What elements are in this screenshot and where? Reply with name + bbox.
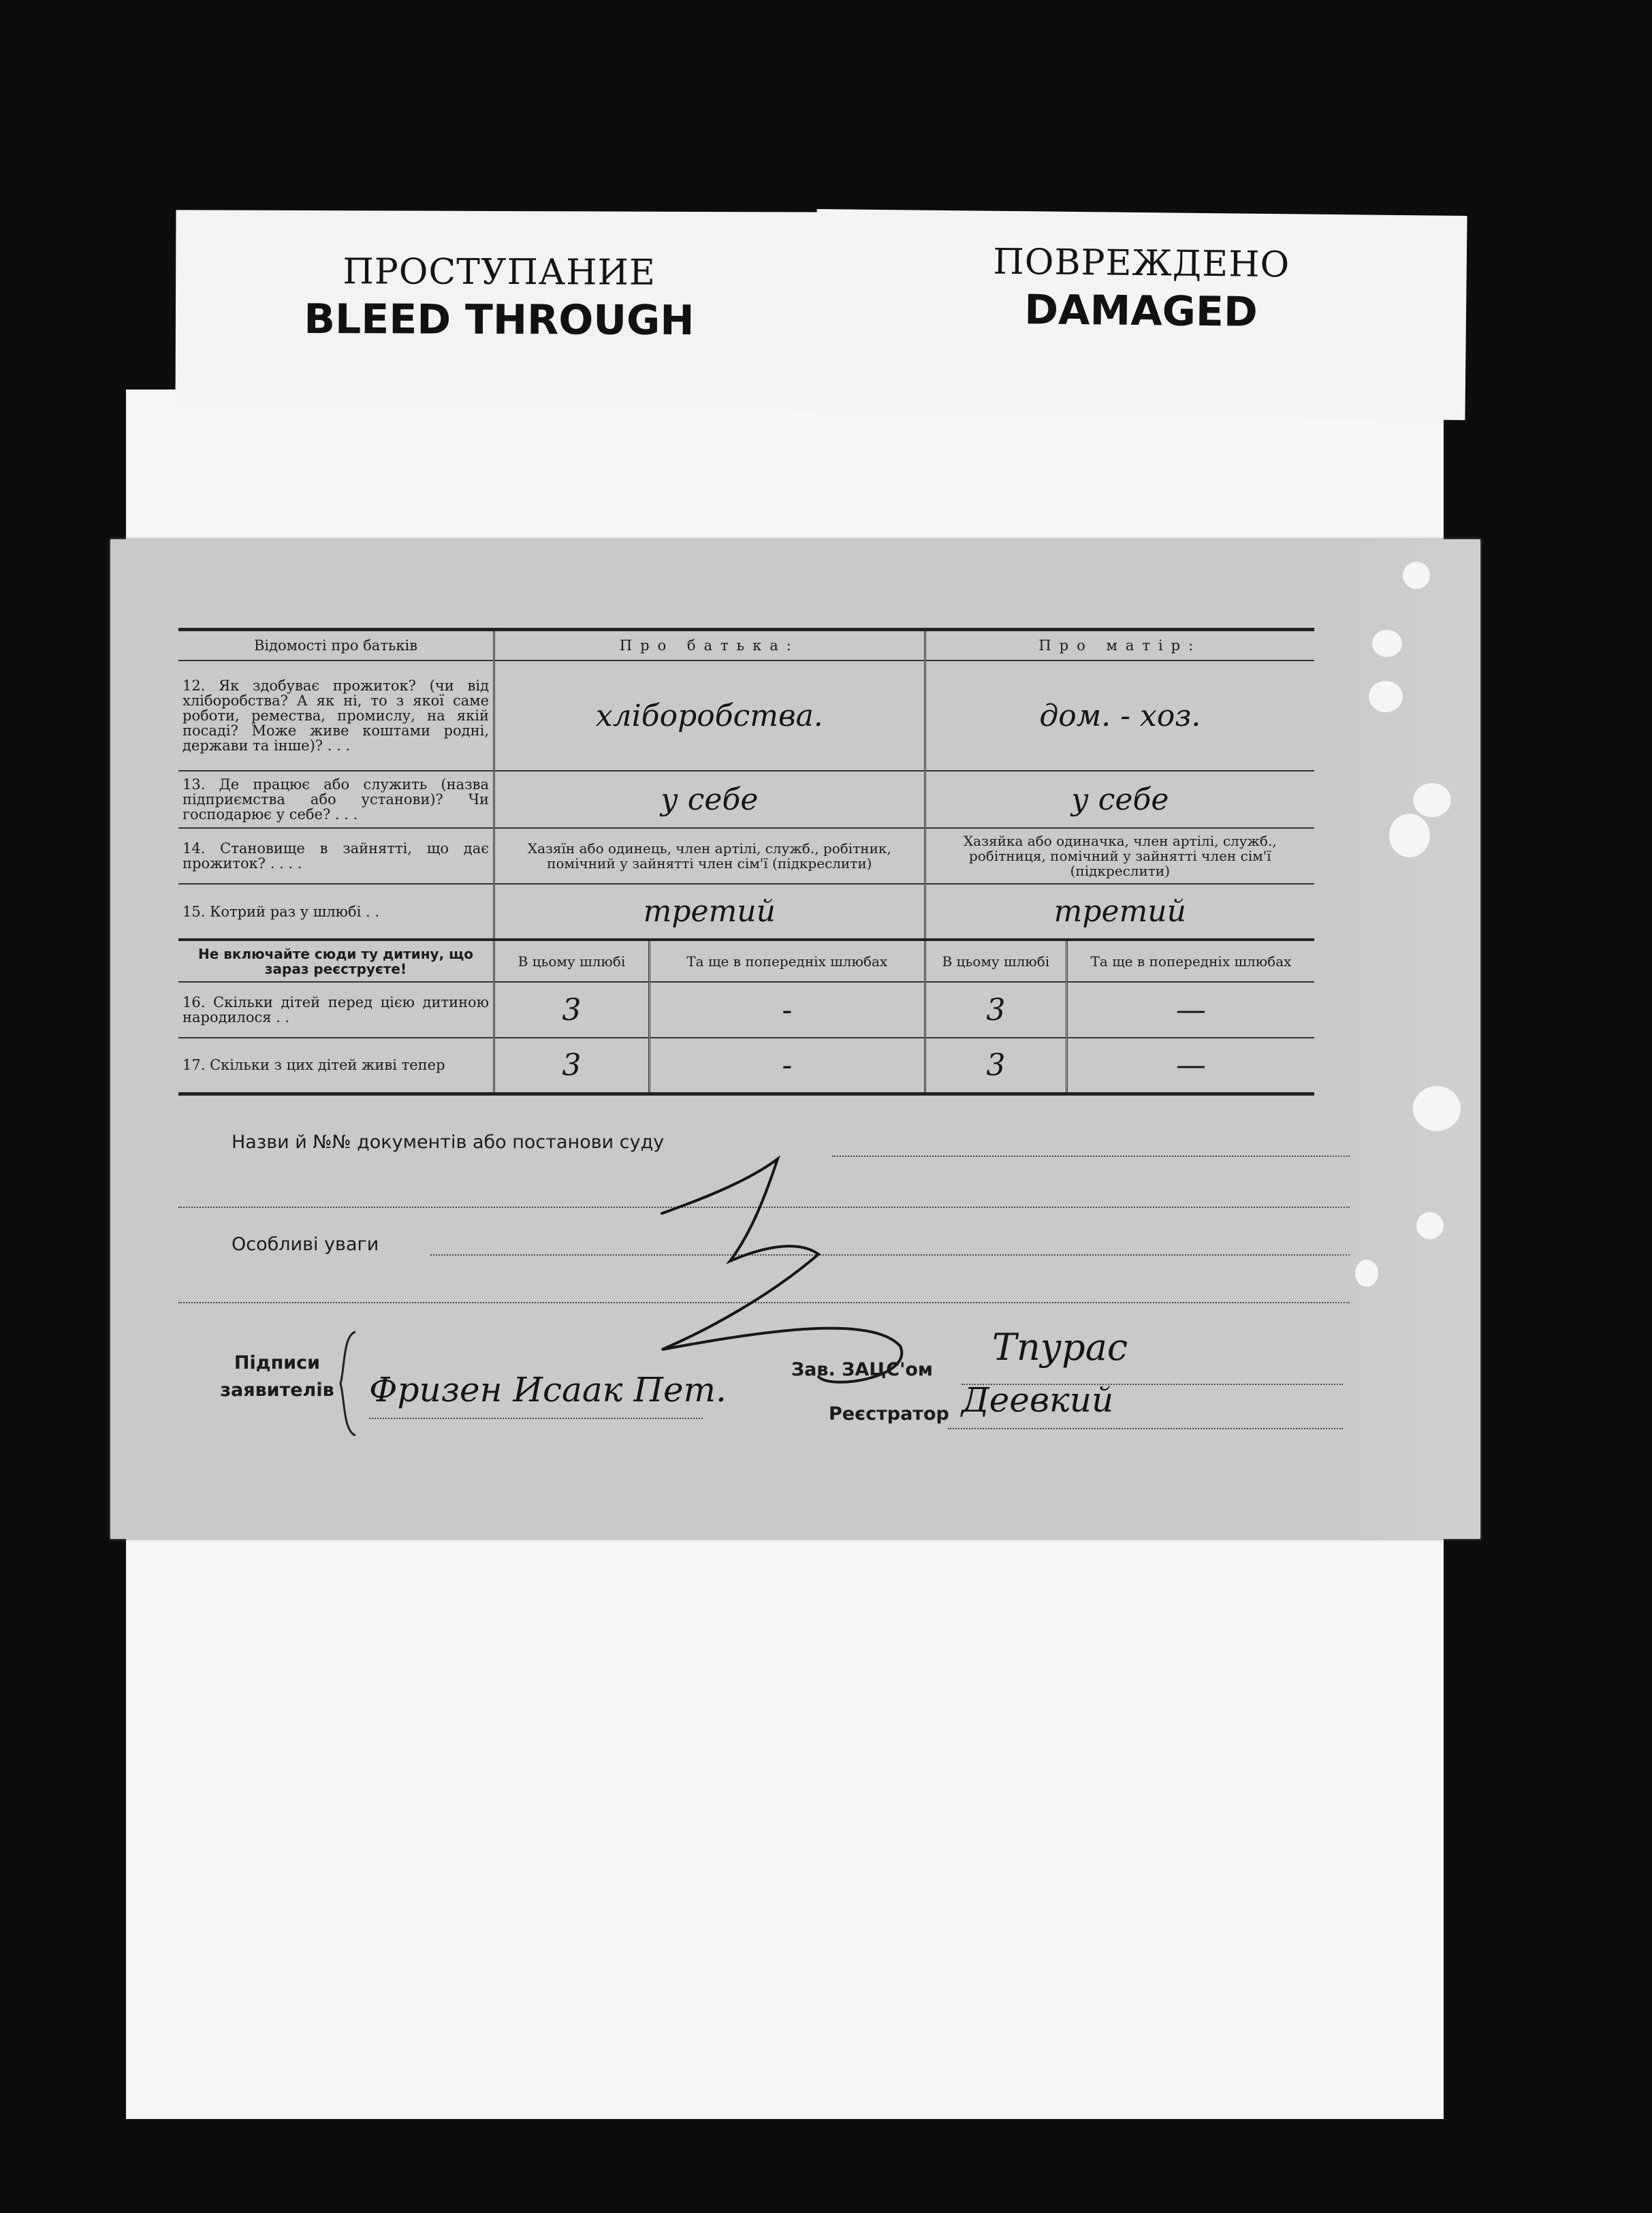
q16-mother-prev: — xyxy=(1067,982,1315,1038)
registrar-signature: Деевкий xyxy=(962,1380,1114,1420)
registrar-signature-line xyxy=(948,1428,1343,1429)
registrar-label: Реєстратор xyxy=(829,1403,949,1424)
q16-mother-this: 3 xyxy=(925,982,1066,1038)
q12-text: 12. Як здобуває прожиток? (чи від хліборобства? А як ні, то з якої саме роботи, ремества, промислу, на якій посаді? Може живе коштами родні, держави та інше)? . . . xyxy=(182,678,489,754)
cancellation-z-mark xyxy=(546,1132,1009,1404)
father-in-prev-marriages-header: Та ще в попередніх шлюбах xyxy=(649,940,925,982)
documents-label: Назви й №№ документів або постанови суду xyxy=(232,1132,665,1153)
q12-father-answer: хліборобства. xyxy=(494,660,925,771)
q15-mother-answer: третий xyxy=(925,884,1314,940)
table-row-q16 xyxy=(178,982,1314,1038)
col-father-header: Про батька: xyxy=(494,630,925,661)
q17-father-this: 3 xyxy=(494,1038,650,1094)
binding-hole xyxy=(1413,1086,1461,1131)
q17-text: 17. Скільки з цих дітей живі тепер xyxy=(182,1057,445,1074)
mother-in-prev-marriages-header: Та ще в попередніх шлюбах xyxy=(1067,940,1315,982)
binding-hole xyxy=(1416,1212,1444,1239)
bleed-label-en: BLEED THROUGH xyxy=(304,295,695,345)
bleed-through-label xyxy=(175,210,823,409)
record-form-card xyxy=(110,539,1480,1539)
table-subheader-row xyxy=(178,940,1314,982)
q15-father-answer: третий xyxy=(494,884,925,940)
q15-text: 15. Котрий раз у шлюбі . . xyxy=(182,903,380,920)
signatures-brace xyxy=(335,1329,360,1438)
damaged-label-ru: ПОВРЕЖДЕНО xyxy=(993,241,1290,286)
head-of-registry-label: Зав. ЗАЦС'ом xyxy=(791,1359,933,1380)
q16-text: 16. Скільки дітей перед цією дитиною народилося . . xyxy=(182,994,489,1025)
q13-father-answer: у себе xyxy=(494,771,925,828)
exclude-child-note: Не включайте сюди ту дитину, що зараз реєструєте! xyxy=(197,945,473,977)
applicant-signature-line xyxy=(369,1418,703,1419)
bleed-label-ru: ПРОСТУПАНИЕ xyxy=(343,251,656,293)
binding-hole xyxy=(1369,681,1403,712)
q16-father-prev: - xyxy=(649,982,925,1038)
table-row-q17 xyxy=(178,1038,1314,1094)
father-in-this-marriage-header: В цьому шлюбі xyxy=(494,940,650,982)
col-info-header: Відомості про батьків xyxy=(253,637,418,654)
q13-text: 13. Де працює або служить (назва підприємства або установи)? Чи господарює у себе? . . . xyxy=(182,776,489,823)
signatures-label: Підписи заявителів xyxy=(220,1352,334,1401)
table-header-row xyxy=(178,630,1314,661)
binding-hole xyxy=(1413,783,1451,817)
binding-hole xyxy=(1389,814,1430,857)
q16-father-this: 3 xyxy=(494,982,650,1038)
q17-mother-this: 3 xyxy=(925,1038,1066,1094)
damaged-label xyxy=(814,209,1467,420)
table-row-q13 xyxy=(178,771,1314,828)
head-signature: Тпурас xyxy=(992,1326,1128,1369)
table-row-q12 xyxy=(178,660,1314,771)
table-row-q14 xyxy=(178,828,1314,884)
table-row-q15 xyxy=(178,884,1314,940)
q14-text: 14. Становище в зайнятті, що дає прожиток? . . . . xyxy=(182,840,489,872)
parents-info-table xyxy=(178,628,1314,1096)
damaged-label-en: DAMAGED xyxy=(1023,286,1258,336)
applicant-signature: Фризен Исаак Пет. xyxy=(369,1370,727,1410)
q17-father-prev: - xyxy=(649,1038,925,1094)
binding-hole xyxy=(1372,630,1402,657)
q13-mother-answer: у себе xyxy=(925,771,1314,828)
binding-hole xyxy=(1403,562,1430,589)
q14-mother-options: Хазяйка або одиначка, член артілі, служб., робітниця, помічний у зайнятті член сім'ї (підкреслити) xyxy=(925,828,1314,884)
binding-hole xyxy=(1355,1260,1378,1287)
q12-mother-answer: дом. - хоз. xyxy=(925,660,1314,771)
mother-in-this-marriage-header: В цьому шлюбі xyxy=(925,940,1066,982)
notes-label: Особливі уваги xyxy=(232,1234,379,1255)
q17-mother-prev: — xyxy=(1067,1038,1315,1094)
col-mother-header: Про матір: xyxy=(925,630,1314,661)
q14-father-options: Хазяїн або одинець, член артілі, служб., робітник, помічний у зайнятті член сім'ї (підкреслити) xyxy=(494,828,925,884)
